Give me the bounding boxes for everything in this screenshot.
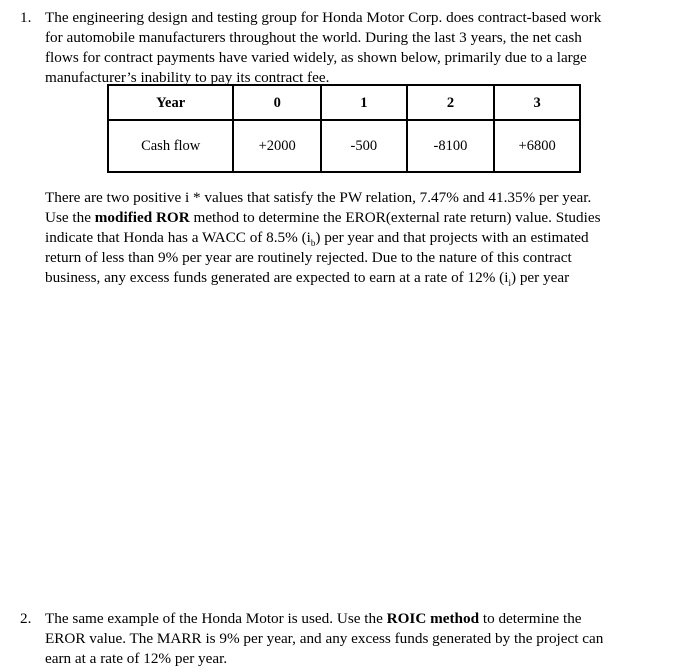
intro-line: manufacturer’s inability to pay its contract fee. <box>45 69 330 86</box>
text-run: indicate that Honda has a WACC of 8.5% (i <box>45 229 311 246</box>
text-run: ) per year <box>510 269 570 286</box>
text-run: The same example of the Honda Motor is used. Use the <box>45 610 387 627</box>
paragraph-line <box>45 208 600 228</box>
text-run: to determine the <box>479 610 582 627</box>
method-name: modified ROR <box>94 209 190 226</box>
year-cell: 0 <box>233 85 321 120</box>
paragraph-line <box>45 609 603 629</box>
subscript: b <box>310 238 316 249</box>
paragraph-line <box>45 268 600 288</box>
intro-line: flows for contract payments have varied widely, as shown below, primarily due to a large <box>45 49 587 66</box>
table-header-row <box>108 85 580 120</box>
text-run: ) per year and that projects with an estimated <box>315 229 589 246</box>
text-run: method to determine the EROR(external rate return) value. Studies <box>189 209 601 226</box>
cash-flow-value: -500 <box>321 120 407 172</box>
text-run: business, any excess funds generated are expected to earn at a rate of 12% (i <box>45 269 509 286</box>
table-row <box>108 120 580 172</box>
question-1-intro <box>45 8 601 88</box>
cash-flow-label: Cash flow <box>108 120 233 172</box>
question-1-number: 1. <box>20 9 32 26</box>
intro-line: The engineering design and testing group for Honda Motor Corp. does contract-based work <box>45 9 602 26</box>
paragraph-line: earn at a rate of 12% per year. <box>45 650 228 667</box>
intro-line: for automobile manufacturers throughout the world. During the last 3 years, the net cash <box>45 29 582 46</box>
method-name: ROIC method <box>386 610 480 627</box>
paragraph-line: EROR value. The MARR is 9% per year, and any excess funds generated by the project can <box>45 630 604 647</box>
paragraph-line: There are two positive i * values that satisfy the PW relation, 7.47% and 41.35% per year. <box>45 189 592 206</box>
cash-flow-table <box>107 84 581 173</box>
paragraph-line <box>45 228 600 248</box>
cash-flow-value: +2000 <box>233 120 321 172</box>
year-cell: 3 <box>494 85 580 120</box>
question-1-paragraph <box>45 188 600 288</box>
cash-flow-value: -8100 <box>407 120 495 172</box>
cash-flow-value: +6800 <box>494 120 580 172</box>
year-header: Year <box>108 85 233 120</box>
text-run: Use the <box>45 209 95 226</box>
subscript: i <box>508 278 511 289</box>
question-2-text <box>45 609 603 669</box>
year-cell: 1 <box>321 85 407 120</box>
paragraph-line: return of less than 9% per year are routinely rejected. Due to the nature of this contract <box>45 249 572 266</box>
question-2-number: 2. <box>20 610 32 627</box>
year-cell: 2 <box>407 85 495 120</box>
